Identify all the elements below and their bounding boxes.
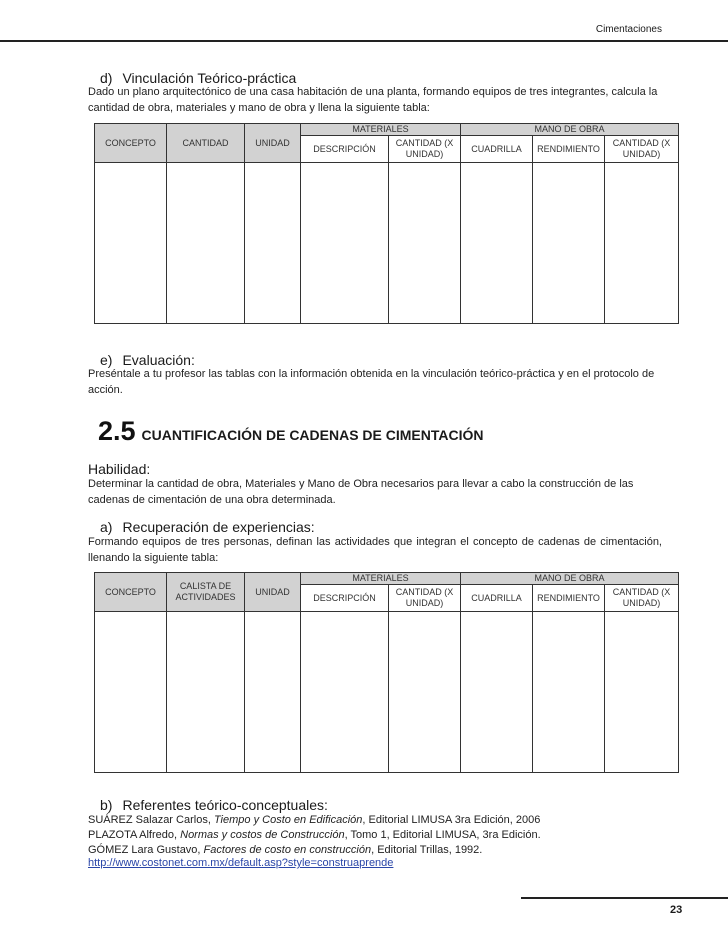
section-a-title: Recuperación de experiencias: — [122, 519, 315, 535]
section-d-title: Vinculación Teórico-práctica — [122, 70, 297, 86]
section-b-letter: b) — [100, 797, 113, 813]
table-cell[interactable] — [245, 163, 301, 324]
section-e-text: Preséntale a tu profesor las tablas con la información obtenida en la vinculación teórico-práctica y en el protocolo de acción. — [88, 368, 655, 396]
table-cell[interactable] — [95, 163, 167, 324]
table-cell[interactable] — [605, 163, 679, 324]
section-e-letter: e) — [100, 352, 113, 368]
ref-rest: , Editorial LIMUSA 3ra Edición, 2006 — [362, 814, 541, 826]
table-row — [95, 163, 679, 324]
ref-work: Normas y costos de Construcción — [180, 829, 345, 841]
header-rule — [0, 40, 728, 42]
col-cantidad-x-unidad-mo: CANTIDAD (X UNIDAD) — [605, 136, 679, 163]
table-cell[interactable] — [389, 612, 461, 773]
section-b-title: Referentes teórico-conceptuales: — [122, 797, 328, 813]
reference-item — [88, 812, 540, 828]
table-cell[interactable] — [461, 163, 533, 324]
table-cell[interactable] — [167, 163, 245, 324]
col-cantidad-x-unidad: CANTIDAD (X UNIDAD) — [389, 585, 461, 612]
section-title: CUANTIFICACIÓN DE CADENAS DE CIMENTACIÓN — [141, 427, 484, 443]
table-cell[interactable] — [461, 612, 533, 773]
col-cuadrilla: CUADRILLA — [461, 136, 533, 163]
col-descripcion: DESCRIPCIÓN — [301, 136, 389, 163]
section-d-text: Dado un plano arquitectónico de una casa habitación de una planta, formando equipos de tres integrantes, calcula la cantidad de obra, materiales y mano de obra y llena la siguiente tabla: — [88, 86, 658, 114]
habilidad-text: Determinar la cantidad de obra, Materiales y Mano de Obra necesarios para llevar a cabo la construcción de las cadenas de cimentación de una obra determinada. — [88, 478, 634, 506]
ref-author: GÓMEZ Lara Gustavo, — [88, 844, 204, 856]
table-cadenas — [94, 572, 679, 773]
ref-rest: , Tomo 1, Editorial LIMUSA, 3ra Edición. — [344, 829, 541, 841]
table-cell[interactable] — [389, 163, 461, 324]
section-a-text: Formando equipos de tres personas, definan las actividades que integran el concepto de cadenas de cimentación, llenando la siguiente tabla: — [88, 536, 662, 564]
col-lista-actividades: CALISTA DE ACTIVIDADES — [167, 573, 245, 612]
page-number: 23 — [670, 904, 683, 916]
ref-work: Tiempo y Costo en Edificación — [213, 814, 363, 826]
ref-rest: , Editorial Trillas, 1992. — [371, 844, 483, 856]
group-materiales: MATERIALES — [301, 124, 461, 136]
table-cell[interactable] — [95, 612, 167, 773]
col-unidad: UNIDAD — [245, 124, 301, 163]
col-cantidad: CANTIDAD — [167, 124, 245, 163]
ref-author: PLAZOTA Alfredo, — [88, 829, 181, 841]
section-a-letter: a) — [100, 519, 113, 535]
table-cell[interactable] — [167, 612, 245, 773]
reference-item — [88, 842, 482, 858]
table-cell[interactable] — [533, 163, 605, 324]
section-b-heading — [100, 797, 328, 813]
group-mano-de-obra: MANO DE OBRA — [461, 573, 679, 585]
table-cell[interactable] — [533, 612, 605, 773]
section-a-heading — [100, 519, 315, 535]
table-cell[interactable] — [301, 163, 389, 324]
habilidad-title: Habilidad: — [88, 461, 151, 477]
section-e-title: Evaluación: — [122, 352, 195, 368]
col-cantidad-x-unidad: CANTIDAD (X UNIDAD) — [389, 136, 461, 163]
table-cell[interactable] — [301, 612, 389, 773]
group-materiales: MATERIALES — [301, 573, 461, 585]
running-header: Cimentaciones — [595, 24, 662, 35]
table-row — [95, 612, 679, 773]
reference-link[interactable]: http://www.costonet.com.mx/default.asp?style=construaprende — [88, 857, 394, 869]
footer-rule — [521, 897, 728, 899]
col-cantidad-x-unidad-mo: CANTIDAD (X UNIDAD) — [605, 585, 679, 612]
table-cell[interactable] — [605, 612, 679, 773]
section-number: 2.5 — [98, 416, 136, 446]
col-concepto: CONCEPTO — [95, 573, 167, 612]
col-cuadrilla: CUADRILLA — [461, 585, 533, 612]
col-descripcion: DESCRIPCIÓN — [301, 585, 389, 612]
ref-work: Factores de costo en construcción — [203, 844, 372, 856]
group-mano-de-obra: MANO DE OBRA — [461, 124, 679, 136]
col-rendimiento: RENDIMIENTO — [533, 136, 605, 163]
col-concepto: CONCEPTO — [95, 124, 167, 163]
reference-item — [88, 827, 541, 843]
table-cell[interactable] — [245, 612, 301, 773]
col-rendimiento: RENDIMIENTO — [533, 585, 605, 612]
section-2-5-heading — [98, 416, 484, 447]
ref-author: SUÁREZ Salazar Carlos, — [88, 814, 214, 826]
col-unidad: UNIDAD — [245, 573, 301, 612]
section-d-letter: d) — [100, 70, 113, 86]
table-vinculacion — [94, 123, 679, 324]
